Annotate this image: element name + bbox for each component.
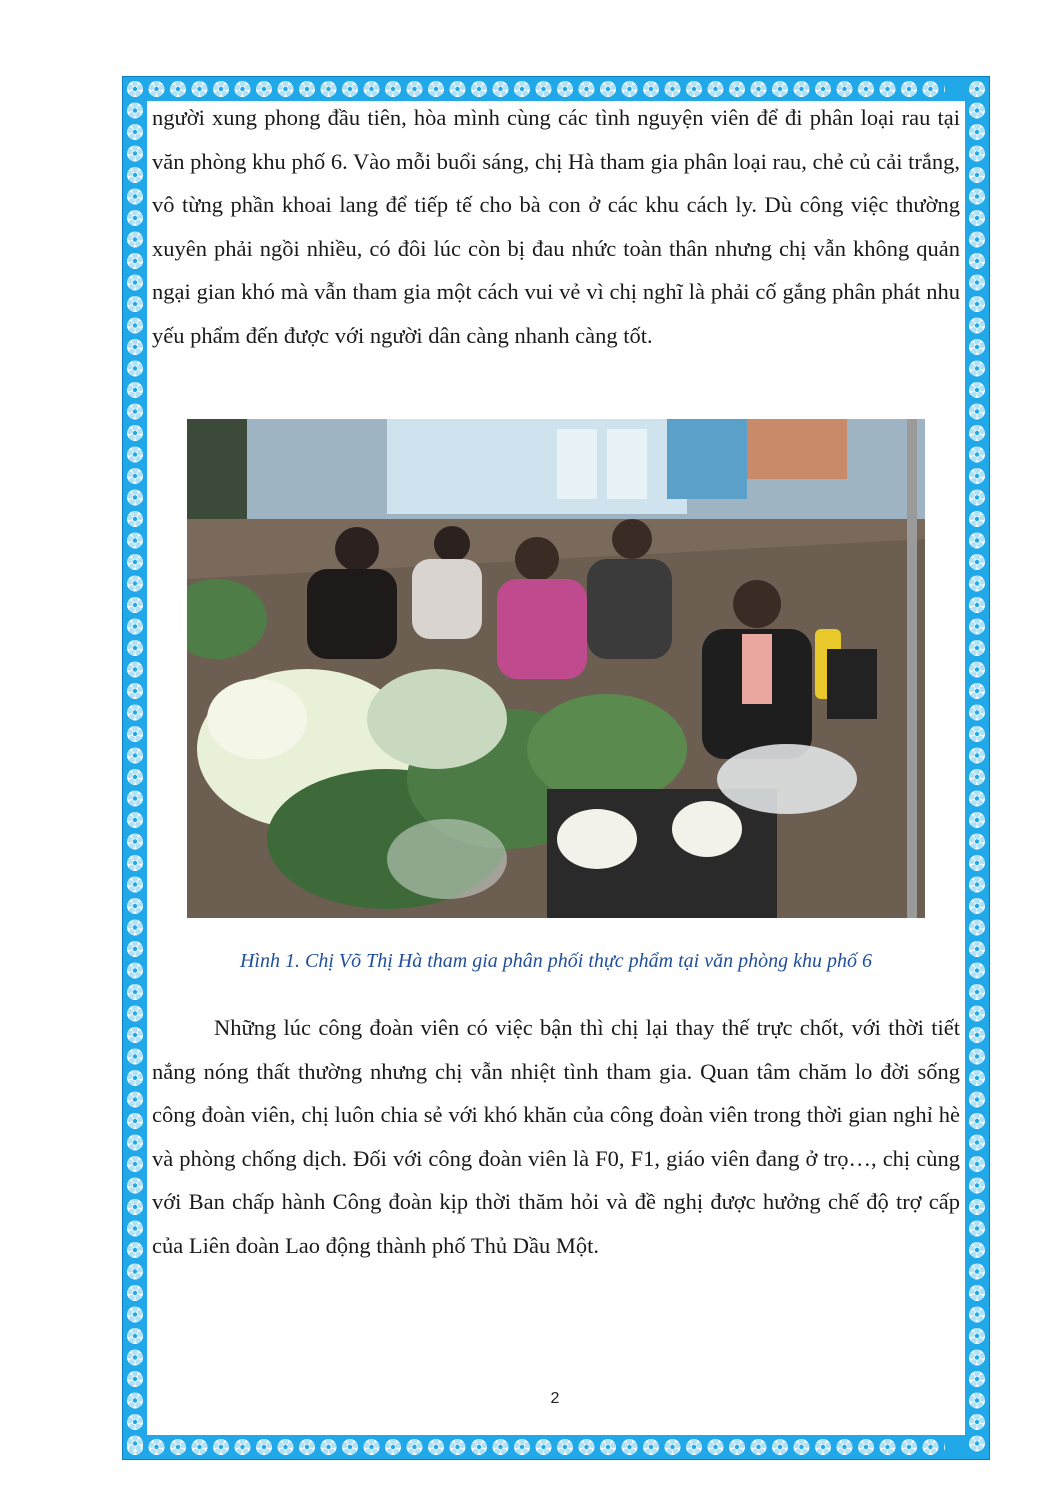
volunteers-photo-illustration: [187, 419, 925, 918]
page-number: 2: [550, 1390, 560, 1407]
flower-border-icon: [967, 79, 987, 1457]
flower-border-icon: [125, 1437, 987, 1457]
body-text-2: [152, 1006, 960, 1267]
paragraph-1: người xung phong đầu tiên, hòa mình cùng các tình nguyện viên để đi phân loại rau tại văn phòng khu phố 6. Vào mỗi buổi sáng, chị Hà tham gia phân loại rau, chẻ củ cải trắng, vô từng phần khoai lang để tiếp tế cho bà con ở các khu cách ly. Dù công việc thường xuyên phải ngồi nhiều, có đôi lúc còn bị đau nhức toàn thân nhưng chị vẫn không quản ngại gian khó mà vẫn tham gia một cách vui vẻ vì chị nghĩ là phải cố gắng phân phát nhu yếu phẩm đến được với người dân càng nhanh càng tốt.: [152, 105, 960, 348]
figure-photo: [187, 419, 925, 918]
flower-border-icon: [125, 79, 145, 1457]
body-text-1: [152, 96, 960, 357]
paragraph-2: Những lúc công đoàn viên có việc bận thì chị lại thay thế trực chốt, với thời tiết nắng nóng thất thường nhưng chị vẫn nhiệt tình tham gia. Quan tâm chăm lo đời sống công đoàn viên, chị luôn chia sẻ với khó khăn của công đoàn viên trong thời gian nghỉ hè và phòng chống dịch. Đối với công đoàn viên là F0, F1, giáo viên đang ở trọ…, chị cùng với Ban chấp hành Công đoàn kịp thời thăm hỏi và đề nghị được hưởng chế độ trợ cấp của Liên đoàn Lao động thành phố Thủ Dầu Một.: [152, 1015, 960, 1258]
figure-caption: Hình 1. Chị Võ Thị Hà tham gia phân phối thực phẩm tại văn phòng khu phố 6: [239, 950, 872, 972]
